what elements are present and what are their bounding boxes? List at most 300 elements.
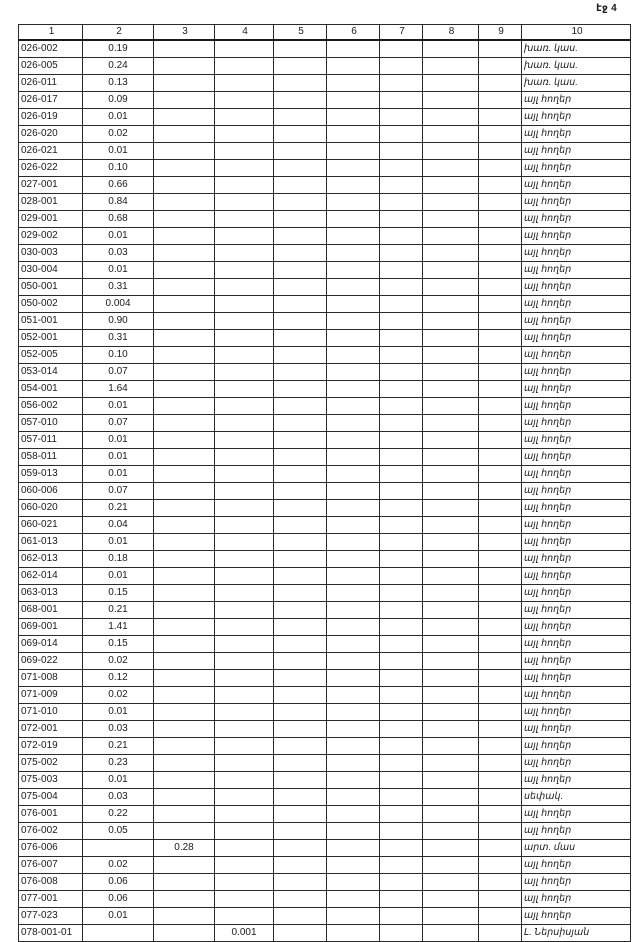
table-cell-col-8 — [423, 551, 479, 568]
table-cell-col-1: 075-003 — [19, 772, 83, 789]
table-cell-col-2: 0.01 — [83, 449, 154, 466]
table-cell-col-7 — [380, 670, 423, 687]
table-cell-col-10: այլ հողեր — [522, 347, 631, 364]
table-cell-col-8 — [423, 211, 479, 228]
table-cell-col-8 — [423, 177, 479, 194]
table-cell-col-8 — [423, 228, 479, 245]
table-cell-col-5 — [274, 636, 327, 653]
table-row — [19, 109, 631, 126]
table-cell-col-7 — [380, 466, 423, 483]
table-cell-col-5 — [274, 143, 327, 160]
table-cell-col-3 — [154, 415, 215, 432]
table-cell-col-4 — [215, 806, 274, 823]
table-cell-col-6 — [327, 585, 380, 602]
table-cell-col-6 — [327, 789, 380, 806]
table-cell-col-2: 0.31 — [83, 279, 154, 296]
table-cell-col-8 — [423, 245, 479, 262]
table-cell-col-3 — [154, 177, 215, 194]
table-cell-col-7 — [380, 364, 423, 381]
table-cell-col-10: այլ հողեր — [522, 823, 631, 840]
table-cell-col-10: այլ հողեր — [522, 364, 631, 381]
table-cell-col-3 — [154, 534, 215, 551]
table-cell-col-5 — [274, 330, 327, 347]
table-cell-col-7 — [380, 874, 423, 891]
table-cell-col-5 — [274, 568, 327, 585]
table-cell-col-2: 0.02 — [83, 653, 154, 670]
table-cell-col-2: 0.21 — [83, 738, 154, 755]
table-cell-col-7 — [380, 75, 423, 92]
table-cell-col-3 — [154, 721, 215, 738]
table-cell-col-10: այլ հողեր — [522, 296, 631, 313]
table-cell-col-9 — [479, 517, 522, 534]
table-row — [19, 585, 631, 602]
table-cell-col-1: 057-010 — [19, 415, 83, 432]
table-cell-col-9 — [479, 432, 522, 449]
table-cell-col-10: այլ հողեր — [522, 891, 631, 908]
table-cell-col-7 — [380, 432, 423, 449]
table-row — [19, 619, 631, 636]
table-cell-col-5 — [274, 806, 327, 823]
table-cell-col-8 — [423, 415, 479, 432]
table-cell-col-3 — [154, 636, 215, 653]
table-cell-col-5 — [274, 772, 327, 789]
table-cell-col-7 — [380, 262, 423, 279]
table-cell-col-8 — [423, 330, 479, 347]
table-cell-col-6 — [327, 721, 380, 738]
table-cell-col-7 — [380, 296, 423, 313]
table-cell-col-3 — [154, 296, 215, 313]
table-row — [19, 823, 631, 840]
table-cell-col-4 — [215, 670, 274, 687]
table-body — [19, 40, 631, 942]
table-cell-col-3 — [154, 687, 215, 704]
table-cell-col-3 — [154, 551, 215, 568]
table-cell-col-1: 030-004 — [19, 262, 83, 279]
table-cell-col-1: 071-008 — [19, 670, 83, 687]
table-cell-col-1: 059-013 — [19, 466, 83, 483]
table-cell-col-6 — [327, 551, 380, 568]
table-cell-col-2: 0.03 — [83, 721, 154, 738]
table-cell-col-9 — [479, 602, 522, 619]
table-cell-col-2: 0.06 — [83, 891, 154, 908]
table-cell-col-6 — [327, 806, 380, 823]
table-cell-col-9 — [479, 262, 522, 279]
table-cell-col-1: 069-001 — [19, 619, 83, 636]
table-cell-col-7 — [380, 177, 423, 194]
table-cell-col-1: 078-001-01 — [19, 925, 83, 942]
table-cell-col-1: 069-014 — [19, 636, 83, 653]
table-cell-col-9 — [479, 466, 522, 483]
table-cell-col-4 — [215, 891, 274, 908]
table-cell-col-10: խառ. կաս. — [522, 58, 631, 75]
table-cell-col-4 — [215, 75, 274, 92]
table-cell-col-5 — [274, 500, 327, 517]
table-cell-col-10: այլ հողեր — [522, 585, 631, 602]
table-cell-col-1: 060-006 — [19, 483, 83, 500]
table-cell-col-9 — [479, 449, 522, 466]
table-cell-col-3 — [154, 483, 215, 500]
table-cell-col-5 — [274, 602, 327, 619]
table-cell-col-5 — [274, 789, 327, 806]
table-cell-col-7 — [380, 738, 423, 755]
table-cell-col-1: 057-011 — [19, 432, 83, 449]
table-cell-col-1: 050-001 — [19, 279, 83, 296]
table-cell-col-8 — [423, 160, 479, 177]
table-cell-col-9 — [479, 806, 522, 823]
table-cell-col-3 — [154, 670, 215, 687]
table-cell-col-3 — [154, 466, 215, 483]
table-cell-col-5 — [274, 92, 327, 109]
table-cell-col-1: 072-001 — [19, 721, 83, 738]
table-cell-col-6 — [327, 109, 380, 126]
land-parcel-table — [18, 24, 631, 942]
table-cell-col-6 — [327, 602, 380, 619]
table-cell-col-3 — [154, 109, 215, 126]
table-cell-col-7 — [380, 602, 423, 619]
table-cell-col-10: այլ հողեր — [522, 687, 631, 704]
table-row — [19, 211, 631, 228]
table-cell-col-7 — [380, 228, 423, 245]
table-cell-col-4 — [215, 857, 274, 874]
table-cell-col-6 — [327, 364, 380, 381]
table-cell-col-9 — [479, 92, 522, 109]
table-row — [19, 534, 631, 551]
table-cell-col-3 — [154, 619, 215, 636]
table-row — [19, 40, 631, 58]
table-cell-col-10: այլ հողեր — [522, 908, 631, 925]
table-cell-col-2: 0.03 — [83, 245, 154, 262]
table-cell-col-7 — [380, 619, 423, 636]
table-cell-col-8 — [423, 194, 479, 211]
table-cell-col-3 — [154, 891, 215, 908]
table-cell-col-3: 0.28 — [154, 840, 215, 857]
table-cell-col-3 — [154, 432, 215, 449]
table-cell-col-9 — [479, 687, 522, 704]
table-cell-col-1: 026-011 — [19, 75, 83, 92]
column-header-8: 8 — [423, 25, 479, 41]
table-cell-col-9 — [479, 568, 522, 585]
table-cell-col-2: 0.05 — [83, 823, 154, 840]
table-cell-col-3 — [154, 143, 215, 160]
table-cell-col-2: 0.004 — [83, 296, 154, 313]
table-cell-col-9 — [479, 143, 522, 160]
table-cell-col-9 — [479, 704, 522, 721]
table-cell-col-9 — [479, 177, 522, 194]
table-cell-col-8 — [423, 721, 479, 738]
table-cell-col-3 — [154, 500, 215, 517]
table-cell-col-10: այլ հողեր — [522, 313, 631, 330]
table-cell-col-5 — [274, 585, 327, 602]
table-cell-col-8 — [423, 40, 479, 58]
table-cell-col-5 — [274, 228, 327, 245]
table-cell-col-7 — [380, 347, 423, 364]
table-cell-col-1: 071-010 — [19, 704, 83, 721]
table-cell-col-3 — [154, 772, 215, 789]
table-cell-col-10: սեփակ. — [522, 789, 631, 806]
column-header-3: 3 — [154, 25, 215, 41]
table-cell-col-3 — [154, 262, 215, 279]
table-cell-col-2: 0.01 — [83, 534, 154, 551]
table-cell-col-7 — [380, 483, 423, 500]
table-cell-col-1: 056-002 — [19, 398, 83, 415]
table-cell-col-4 — [215, 619, 274, 636]
table-cell-col-8 — [423, 279, 479, 296]
table-cell-col-2: 0.90 — [83, 313, 154, 330]
table-cell-col-1: 076-002 — [19, 823, 83, 840]
column-header-7: 7 — [380, 25, 423, 41]
table-cell-col-5 — [274, 245, 327, 262]
table-cell-col-3 — [154, 738, 215, 755]
table-cell-col-2: 0.01 — [83, 398, 154, 415]
table-cell-col-7 — [380, 92, 423, 109]
table-cell-col-8 — [423, 92, 479, 109]
table-cell-col-5 — [274, 483, 327, 500]
table-cell-col-9 — [479, 874, 522, 891]
table-row — [19, 398, 631, 415]
table-cell-col-6 — [327, 177, 380, 194]
table-cell-col-6 — [327, 313, 380, 330]
table-cell-col-3 — [154, 92, 215, 109]
table-cell-col-9 — [479, 789, 522, 806]
table-cell-col-10: այլ հողեր — [522, 534, 631, 551]
table-row — [19, 262, 631, 279]
table-cell-col-2: 0.19 — [83, 40, 154, 58]
table-cell-col-10: այլ հողեր — [522, 279, 631, 296]
table-cell-col-8 — [423, 466, 479, 483]
table-cell-col-8 — [423, 908, 479, 925]
table-cell-col-9 — [479, 721, 522, 738]
table-row — [19, 160, 631, 177]
table-cell-col-4 — [215, 721, 274, 738]
table-cell-col-7 — [380, 551, 423, 568]
table-cell-col-4 — [215, 840, 274, 857]
table-cell-col-2: 0.21 — [83, 602, 154, 619]
table-cell-col-10: այլ հողեր — [522, 483, 631, 500]
table-cell-col-5 — [274, 551, 327, 568]
table-cell-col-6 — [327, 330, 380, 347]
table-cell-col-7 — [380, 194, 423, 211]
table-cell-col-7 — [380, 704, 423, 721]
table-cell-col-3 — [154, 823, 215, 840]
table-cell-col-2: 0.02 — [83, 857, 154, 874]
table-cell-col-6 — [327, 840, 380, 857]
table-row — [19, 636, 631, 653]
table-cell-col-3 — [154, 908, 215, 925]
table-cell-col-10: այլ հողեր — [522, 126, 631, 143]
table-cell-col-5 — [274, 891, 327, 908]
table-cell-col-10: այլ հողեր — [522, 449, 631, 466]
table-cell-col-2: 0.01 — [83, 228, 154, 245]
table-cell-col-2: 0.07 — [83, 483, 154, 500]
table-cell-col-2: 0.02 — [83, 687, 154, 704]
table-row — [19, 857, 631, 874]
table-cell-col-5 — [274, 840, 327, 857]
table-cell-col-8 — [423, 670, 479, 687]
table-cell-col-4 — [215, 398, 274, 415]
table-cell-col-3 — [154, 704, 215, 721]
table-cell-col-7 — [380, 500, 423, 517]
table-cell-col-10: այլ հողեր — [522, 636, 631, 653]
table-cell-col-2: 0.15 — [83, 585, 154, 602]
table-cell-col-6 — [327, 262, 380, 279]
table-cell-col-5 — [274, 75, 327, 92]
table-cell-col-7 — [380, 279, 423, 296]
table-cell-col-9 — [479, 483, 522, 500]
table-cell-col-1: 062-014 — [19, 568, 83, 585]
table-cell-col-2: 0.01 — [83, 143, 154, 160]
table-cell-col-9 — [479, 296, 522, 313]
table-cell-col-1: 051-001 — [19, 313, 83, 330]
table-cell-col-6 — [327, 160, 380, 177]
table-cell-col-4 — [215, 908, 274, 925]
table-cell-col-2: 0.01 — [83, 432, 154, 449]
table-cell-col-5 — [274, 670, 327, 687]
table-cell-col-5 — [274, 738, 327, 755]
table-cell-col-7 — [380, 381, 423, 398]
table-cell-col-10: այլ հողեր — [522, 738, 631, 755]
table-cell-col-9 — [479, 126, 522, 143]
table-cell-col-6 — [327, 245, 380, 262]
table-cell-col-7 — [380, 126, 423, 143]
table-cell-col-2: 0.22 — [83, 806, 154, 823]
table-cell-col-4 — [215, 415, 274, 432]
table-cell-col-8 — [423, 840, 479, 857]
table-cell-col-6 — [327, 704, 380, 721]
table-cell-col-2: 0.12 — [83, 670, 154, 687]
table-cell-col-9 — [479, 109, 522, 126]
table-cell-col-7 — [380, 585, 423, 602]
table-row — [19, 194, 631, 211]
table-cell-col-7 — [380, 211, 423, 228]
table-cell-col-9 — [479, 857, 522, 874]
table-row — [19, 58, 631, 75]
table-cell-col-3 — [154, 568, 215, 585]
table-cell-col-4 — [215, 364, 274, 381]
table-cell-col-6 — [327, 483, 380, 500]
table-cell-col-8 — [423, 262, 479, 279]
table-row — [19, 670, 631, 687]
table-cell-col-9 — [479, 823, 522, 840]
table-cell-col-6 — [327, 619, 380, 636]
table-cell-col-6 — [327, 636, 380, 653]
table-cell-col-1: 075-002 — [19, 755, 83, 772]
table-cell-col-4 — [215, 755, 274, 772]
table-cell-col-10: այլ հողեր — [522, 517, 631, 534]
table-cell-col-10: այլ հողեր — [522, 466, 631, 483]
table-cell-col-1: 052-001 — [19, 330, 83, 347]
table-cell-col-2: 0.03 — [83, 789, 154, 806]
table-row — [19, 313, 631, 330]
table-cell-col-5 — [274, 534, 327, 551]
table-cell-col-8 — [423, 432, 479, 449]
table-cell-col-3 — [154, 313, 215, 330]
table-cell-col-6 — [327, 126, 380, 143]
column-header-10: 10 — [522, 25, 631, 41]
table-row — [19, 381, 631, 398]
table-cell-col-9 — [479, 619, 522, 636]
table-cell-col-3 — [154, 228, 215, 245]
table-cell-col-1: 060-020 — [19, 500, 83, 517]
table-cell-col-1: 077-023 — [19, 908, 83, 925]
table-cell-col-6 — [327, 466, 380, 483]
table-cell-col-8 — [423, 636, 479, 653]
table-cell-col-1: 063-013 — [19, 585, 83, 602]
table-cell-col-5 — [274, 194, 327, 211]
table-cell-col-9 — [479, 551, 522, 568]
table-cell-col-2: 0.06 — [83, 874, 154, 891]
table-cell-col-5 — [274, 874, 327, 891]
table-cell-col-8 — [423, 534, 479, 551]
table-cell-col-10: այլ հողեր — [522, 500, 631, 517]
table-cell-col-7 — [380, 415, 423, 432]
table-cell-col-1: 029-002 — [19, 228, 83, 245]
table-cell-col-7 — [380, 245, 423, 262]
table-cell-col-3 — [154, 653, 215, 670]
table-cell-col-3 — [154, 755, 215, 772]
table-cell-col-5 — [274, 687, 327, 704]
table-cell-col-1: 071-009 — [19, 687, 83, 704]
table-cell-col-3 — [154, 364, 215, 381]
table-cell-col-3 — [154, 602, 215, 619]
table-cell-col-4 — [215, 772, 274, 789]
table-cell-col-9 — [479, 160, 522, 177]
table-cell-col-4 — [215, 789, 274, 806]
table-cell-col-4 — [215, 704, 274, 721]
table-cell-col-5 — [274, 721, 327, 738]
table-cell-col-9 — [479, 653, 522, 670]
table-cell-col-10: այլ հողեր — [522, 721, 631, 738]
table-row — [19, 449, 631, 466]
table-cell-col-3 — [154, 806, 215, 823]
table-cell-col-3 — [154, 58, 215, 75]
table-cell-col-5 — [274, 857, 327, 874]
table-cell-col-3 — [154, 347, 215, 364]
table-cell-col-8 — [423, 653, 479, 670]
table-row — [19, 738, 631, 755]
table-row — [19, 517, 631, 534]
table-cell-col-3 — [154, 517, 215, 534]
table-cell-col-8 — [423, 704, 479, 721]
table-row — [19, 364, 631, 381]
table-row — [19, 687, 631, 704]
table-cell-col-5 — [274, 177, 327, 194]
table-row — [19, 143, 631, 160]
table-row — [19, 840, 631, 857]
table-cell-col-4 — [215, 296, 274, 313]
table-cell-col-3 — [154, 245, 215, 262]
table-cell-col-6 — [327, 891, 380, 908]
table-cell-col-1: 061-013 — [19, 534, 83, 551]
table-cell-col-9 — [479, 534, 522, 551]
table-row — [19, 602, 631, 619]
table-cell-col-2: 0.31 — [83, 330, 154, 347]
table-cell-col-1: 026-017 — [19, 92, 83, 109]
table-cell-col-10: այլ հողեր — [522, 245, 631, 262]
table-cell-col-6 — [327, 670, 380, 687]
table-cell-col-8 — [423, 619, 479, 636]
table-cell-col-5 — [274, 313, 327, 330]
column-header-1: 1 — [19, 25, 83, 41]
table-cell-col-6 — [327, 347, 380, 364]
table-cell-col-8 — [423, 585, 479, 602]
table-cell-col-6 — [327, 534, 380, 551]
table-cell-col-8 — [423, 398, 479, 415]
table-cell-col-7 — [380, 755, 423, 772]
table-cell-col-1: 058-011 — [19, 449, 83, 466]
table-cell-col-6 — [327, 857, 380, 874]
table-row — [19, 500, 631, 517]
table-cell-col-5 — [274, 296, 327, 313]
